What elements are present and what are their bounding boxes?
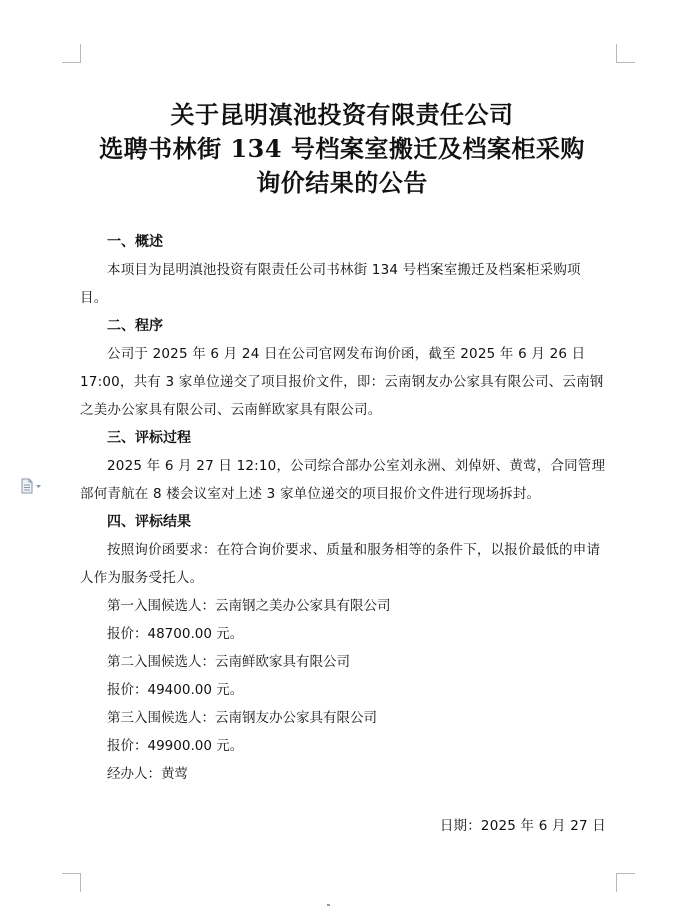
document-body bbox=[80, 228, 608, 788]
candidate-2-price: 报价：49400.00 元。 bbox=[107, 682, 244, 698]
candidate-1-price: 报价：48700.00 元。 bbox=[107, 626, 244, 642]
document-title bbox=[60, 98, 624, 200]
handler-line: 经办人：黄莺 bbox=[107, 766, 188, 782]
candidate-1-label: 第一入围候选人：云南钢之美办公家具有限公司 bbox=[107, 598, 391, 614]
page-corner-mark-top-left bbox=[62, 44, 81, 63]
process-paragraph: 2025 年 6 月 27 日 12:10，公司综合部办公室刘永洲、刘倬妍、黄莺，合同管理部何青航在 8 楼会议室对上述 3 家单位递交的项目报价文件进行现场拆封。 bbox=[80, 458, 606, 502]
result-paragraph: 按照询价函要求：在符合询价要求、质量和服务相等的条件下，以报价最低的申请人作为服务受托人。 bbox=[80, 542, 601, 586]
page-corner-mark-bottom-left bbox=[62, 873, 81, 892]
procedure-paragraph: 公司于 2025 年 6 月 24 日在公司官网发布询价函，截至 2025 年 6 月 26 日 17:00，共有 3 家单位递交了项目报价文件，即：云南钢友办公家具有限公司、云南钢之美办公家具有限公司、云南鲜欧家具有限公司。 bbox=[80, 346, 604, 418]
page-corner-mark-top-right bbox=[616, 44, 635, 63]
document-date: 日期：2025 年 6 月 27 日 bbox=[439, 818, 606, 834]
page-corner-mark-bottom-right bbox=[616, 873, 635, 892]
section-heading-overview: 一、概述 bbox=[107, 234, 163, 250]
title-line-2: 选聘书林街 134 号档案室搬迁及档案柜采购 bbox=[99, 134, 585, 163]
candidate-3-price: 报价：49900.00 元。 bbox=[107, 738, 244, 754]
title-line-3: 询价结果的公告 bbox=[256, 168, 428, 197]
section-heading-result: 四、评标结果 bbox=[107, 514, 191, 530]
page-marker bbox=[327, 904, 330, 906]
document-icon[interactable] bbox=[20, 478, 44, 494]
title-line-1: 关于昆明滇池投资有限责任公司 bbox=[170, 100, 514, 129]
candidate-3-label: 第三入围候选人：云南钢友办公家具有限公司 bbox=[107, 710, 377, 726]
overview-paragraph: 本项目为昆明滇池投资有限责任公司书林街 134 号档案室搬迁及档案柜采购项目。 bbox=[80, 262, 581, 306]
section-heading-procedure: 二、程序 bbox=[107, 318, 163, 334]
candidate-2-label: 第二入围候选人：云南鲜欧家具有限公司 bbox=[107, 654, 350, 670]
section-heading-process: 三、评标过程 bbox=[107, 430, 191, 446]
